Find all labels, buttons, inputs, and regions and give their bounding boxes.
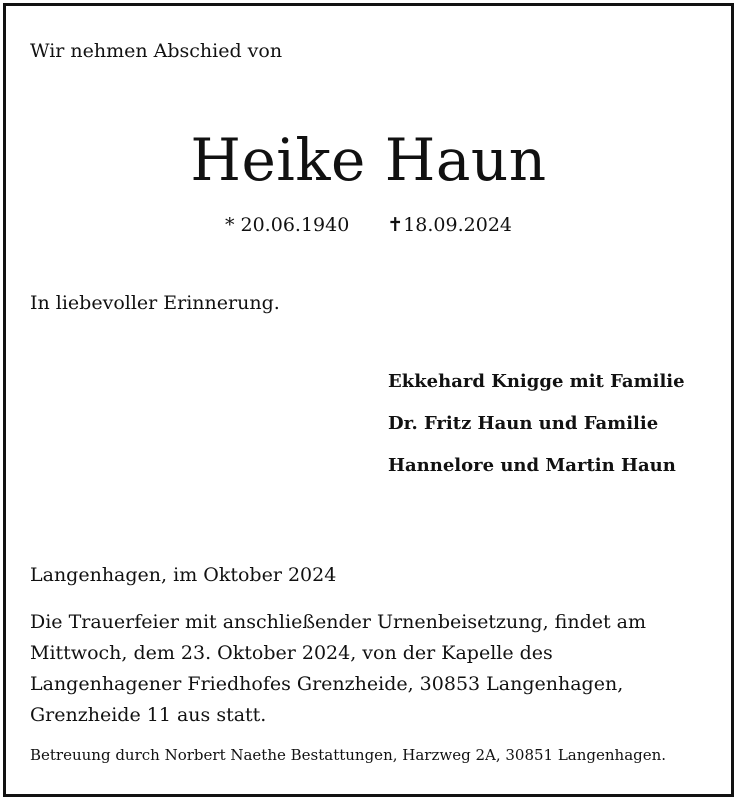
funeral-home-footer: Betreuung durch Norbert Naethe Bestattungen, Harzweg 2A, 30851 Langenhagen. (30, 746, 667, 764)
life-dates (6, 214, 731, 236)
mourner: Ekkehard Knigge mit Familie (388, 371, 685, 392)
mourners-list (388, 370, 685, 496)
service-line: Langenhagener Friedhofes Grenzheide, 30853 Langenhagen, (30, 673, 624, 695)
intro-text: Wir nehmen Abschied von (30, 40, 283, 62)
memory-text: In liebevoller Erinnerung. (30, 292, 280, 314)
birth-date: * 20.06.1940 (224, 214, 350, 236)
death-date: ✝18.09.2024 (387, 214, 513, 236)
obituary-notice (3, 3, 734, 797)
service-line: Mittwoch, dem 23. Oktober 2024, von der Kapelle des (30, 642, 553, 664)
service-details (30, 607, 710, 731)
service-line: Grenzheide 11 aus statt. (30, 704, 267, 726)
mourner: Dr. Fritz Haun und Familie (388, 413, 659, 434)
service-line: Die Trauerfeier mit anschließender Urnenbeisetzung, findet am (30, 611, 647, 633)
mourner: Hannelore und Martin Haun (388, 455, 676, 476)
place-date: Langenhagen, im Oktober 2024 (30, 564, 337, 586)
deceased-name: Heike Haun (190, 126, 547, 194)
